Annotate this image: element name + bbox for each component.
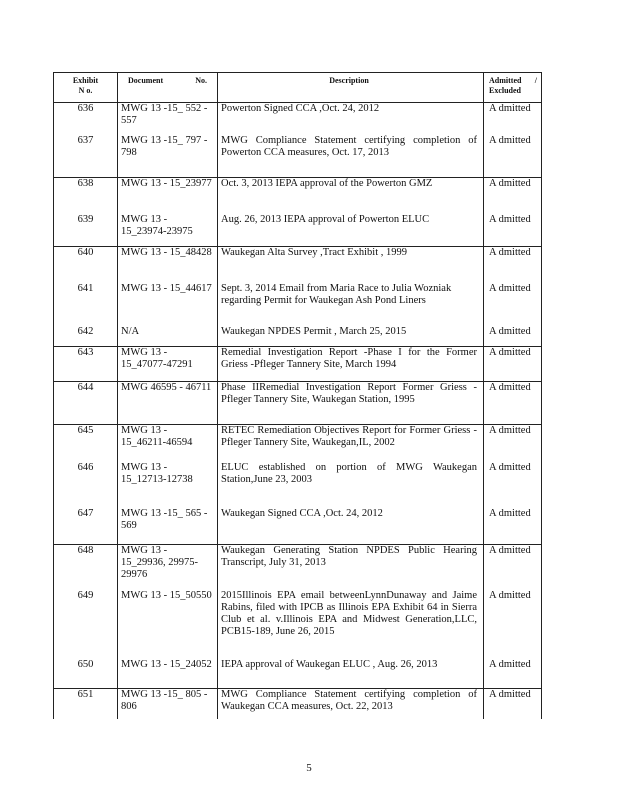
document-number: MWG 13 - 15_46211-46594 bbox=[118, 425, 218, 462]
header-exhibit-line1: Exhibit bbox=[72, 76, 99, 85]
table-row bbox=[54, 103, 541, 135]
table-group bbox=[54, 347, 541, 382]
table-row bbox=[54, 590, 541, 659]
document-number: MWG 13 -15_ 565 - 569 bbox=[118, 508, 218, 544]
status: A dmitted bbox=[489, 382, 531, 393]
description: ELUC established on portion of MWG Waukegan Station,June 23, 2003 bbox=[218, 462, 484, 508]
document-number: MWG 13 -15_ 805 - 806 bbox=[118, 689, 218, 719]
exhibit-number: 637 bbox=[54, 135, 118, 177]
status: A dmitted bbox=[489, 347, 531, 358]
table-group bbox=[54, 178, 541, 247]
description: Waukegan Alta Survey ,Tract Exhibit , 1999 bbox=[218, 247, 484, 283]
exhibit-number: 638 bbox=[54, 178, 118, 214]
table-row bbox=[54, 347, 541, 381]
description: Powerton Signed CCA ,Oct. 24, 2012 bbox=[218, 103, 484, 135]
exhibit-number: 649 bbox=[54, 590, 118, 659]
document-number: MWG 13 - 15_23977 bbox=[118, 178, 218, 214]
description: Sept. 3, 2014 Email from Maria Race to Julia Wozniak regarding Permit for Waukegan Ash Pond Liners bbox=[218, 283, 484, 326]
table-group bbox=[54, 103, 541, 178]
table-row bbox=[54, 508, 541, 544]
document-number: MWG 13 - 15_29936, 29975-29976 bbox=[118, 545, 218, 590]
exhibit-number: 648 bbox=[54, 545, 118, 590]
document-number: MWG 13 -15_ 552 - 557 bbox=[118, 103, 218, 135]
description: MWG Compliance Statement certifying completion of Powerton CCA measures, Oct. 17, 2013 bbox=[218, 135, 484, 177]
page-number: 5 bbox=[306, 762, 312, 774]
status: A dmitted bbox=[489, 103, 531, 114]
description: Waukegan Signed CCA ,Oct. 24, 2012 bbox=[218, 508, 484, 544]
table-row bbox=[54, 326, 541, 346]
table-row bbox=[54, 659, 541, 688]
document-number: MWG 13 - 15_47077-47291 bbox=[118, 347, 218, 381]
status: A dmitted bbox=[489, 326, 531, 337]
description: Aug. 26, 2013 IEPA approval of Powerton ELUC bbox=[218, 214, 484, 246]
document-number: MWG 13 - 15_48428 bbox=[118, 247, 218, 283]
exhibit-table bbox=[53, 72, 542, 719]
document-number: MWG 46595 - 46711 bbox=[118, 382, 218, 424]
exhibit-number: 650 bbox=[54, 659, 118, 688]
table-group bbox=[54, 247, 541, 347]
exhibit-number: 647 bbox=[54, 508, 118, 544]
description: 2015Illinois EPA email betweenLynnDunaway and Jaime Rabins, filed with IPCB as Illinois EPA Exhibit 64 in Sierra Club et al. v.Illinois EPA and Midwest Generation,LLC, PCB15-189, June 26, 2015 bbox=[218, 590, 484, 659]
description: Remedial Investigation Report -Phase I for the Former Griess -Pfleger Tannery Site, March 1994 bbox=[218, 347, 484, 381]
status: A dmitted bbox=[489, 247, 531, 258]
table-row bbox=[54, 178, 541, 214]
header-admitted: Admitted bbox=[489, 76, 522, 85]
table-group bbox=[54, 425, 541, 545]
header-exhibit bbox=[54, 73, 118, 102]
exhibit-number: 642 bbox=[54, 326, 118, 346]
header-exhibit-line2: N o. bbox=[78, 86, 93, 95]
exhibit-number: 644 bbox=[54, 382, 118, 424]
exhibit-number: 636 bbox=[54, 103, 118, 135]
table-row bbox=[54, 247, 541, 283]
document-number: MWG 13 -15_ 797 - 798 bbox=[118, 135, 218, 177]
table-row bbox=[54, 382, 541, 424]
document-number: MWG 13 - 15_24052 bbox=[118, 659, 218, 688]
table-row bbox=[54, 689, 541, 719]
header-excluded: Excluded bbox=[489, 86, 522, 95]
table-row bbox=[54, 135, 541, 177]
table-group bbox=[54, 382, 541, 425]
header-no-label: No. bbox=[195, 76, 207, 85]
description: MWG Compliance Statement certifying completion of Waukegan CCA measures, Oct. 22, 2013 bbox=[218, 689, 484, 719]
table-row bbox=[54, 425, 541, 462]
status: A dmitted bbox=[489, 462, 531, 473]
table-group bbox=[54, 545, 541, 689]
exhibit-number: 651 bbox=[54, 689, 118, 719]
description: IEPA approval of Waukegan ELUC , Aug. 26, 2013 bbox=[218, 659, 484, 688]
description: Waukegan NPDES Permit , March 25, 2015 bbox=[218, 326, 484, 346]
header-description: Description bbox=[218, 73, 484, 102]
status: A dmitted bbox=[489, 508, 531, 519]
status: A dmitted bbox=[489, 590, 531, 601]
exhibit-number: 645 bbox=[54, 425, 118, 462]
document-number: N/A bbox=[118, 326, 218, 346]
description: Oct. 3, 2013 IEPA approval of the Powerton GMZ bbox=[218, 178, 484, 214]
table-row bbox=[54, 462, 541, 508]
header-document-label: Document bbox=[128, 76, 164, 85]
document-number: MWG 13 - 15_23974-23975 bbox=[118, 214, 218, 246]
description: Phase IIRemedial Investigation Report Former Griess -Pfleger Tannery Site, Waukegan Station, 1995 bbox=[218, 382, 484, 424]
document-number: MWG 13 - 15_44617 bbox=[118, 283, 218, 326]
status: A dmitted bbox=[489, 689, 531, 700]
status: A dmitted bbox=[489, 545, 531, 556]
table-row bbox=[54, 283, 541, 326]
header-document bbox=[118, 73, 218, 102]
status: A dmitted bbox=[489, 283, 531, 294]
exhibit-number: 641 bbox=[54, 283, 118, 326]
exhibit-number: 643 bbox=[54, 347, 118, 381]
table-group bbox=[54, 689, 541, 719]
exhibit-number: 639 bbox=[54, 214, 118, 246]
description: RETEC Remediation Objectives Report for Former Griess -Pfleger Tannery Site, Waukegan,IL, 2002 bbox=[218, 425, 484, 462]
status: A dmitted bbox=[489, 178, 531, 189]
document-number: MWG 13 - 15_50550 bbox=[118, 590, 218, 659]
description: Waukegan Generating Station NPDES Public Hearing Transcript, July 31, 2013 bbox=[218, 545, 484, 590]
table-row bbox=[54, 214, 541, 246]
exhibit-number: 646 bbox=[54, 462, 118, 508]
table-row bbox=[54, 545, 541, 590]
header-status bbox=[484, 73, 539, 102]
status: A dmitted bbox=[489, 214, 531, 225]
header-slash: / bbox=[534, 76, 537, 85]
exhibit-number: 640 bbox=[54, 247, 118, 283]
document-number: MWG 13 - 15_12713-12738 bbox=[118, 462, 218, 508]
status: A dmitted bbox=[489, 659, 531, 670]
status: A dmitted bbox=[489, 425, 531, 436]
table-header bbox=[54, 73, 541, 103]
status: A dmitted bbox=[489, 135, 531, 146]
